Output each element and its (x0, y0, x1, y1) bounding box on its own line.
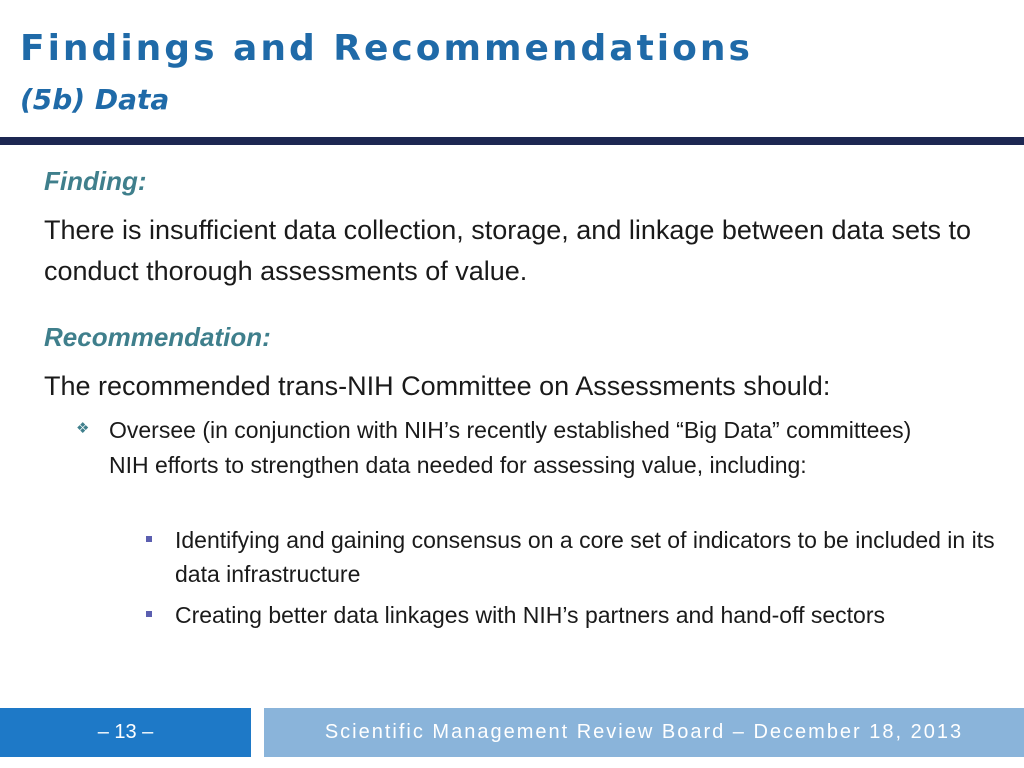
square-bullet-icon (146, 536, 152, 542)
sub-bullet-text: Identifying and gaining consensus on a core set of indicators to be included in its data infrastructure (175, 527, 995, 587)
recommendation-bullet (76, 413, 956, 483)
bullet-text: Oversee (in conjunction with NIH’s recently established “Big Data” committees) NIH efforts to strengthen data needed for assessing value, including: (109, 417, 912, 478)
square-bullet-icon (146, 611, 152, 617)
slide-title: Findings and Recommendations (20, 28, 753, 69)
recommendation-label: Recommendation: (44, 322, 271, 352)
sub-bullet-text: Creating better data linkages with NIH’s partners and hand-off sectors (175, 602, 885, 628)
sub-bullet-item (146, 598, 996, 632)
footer-caption: Scientific Management Review Board – December 18, 2013 (264, 708, 1024, 757)
slide-subtitle: (5b) Data (20, 83, 170, 116)
diamond-bullet-icon: ❖ (76, 420, 90, 437)
title-divider (0, 137, 1024, 145)
finding-label: Finding: (44, 166, 147, 196)
finding-text: There is insufficient data collection, storage, and linkage between data sets to conduct thorough assessments of value. (44, 215, 972, 286)
page-number: – 13 – (0, 708, 251, 757)
sub-bullet-item (146, 523, 996, 591)
recommendation-text: The recommended trans-NIH Committee on Assessments should: (44, 371, 831, 401)
